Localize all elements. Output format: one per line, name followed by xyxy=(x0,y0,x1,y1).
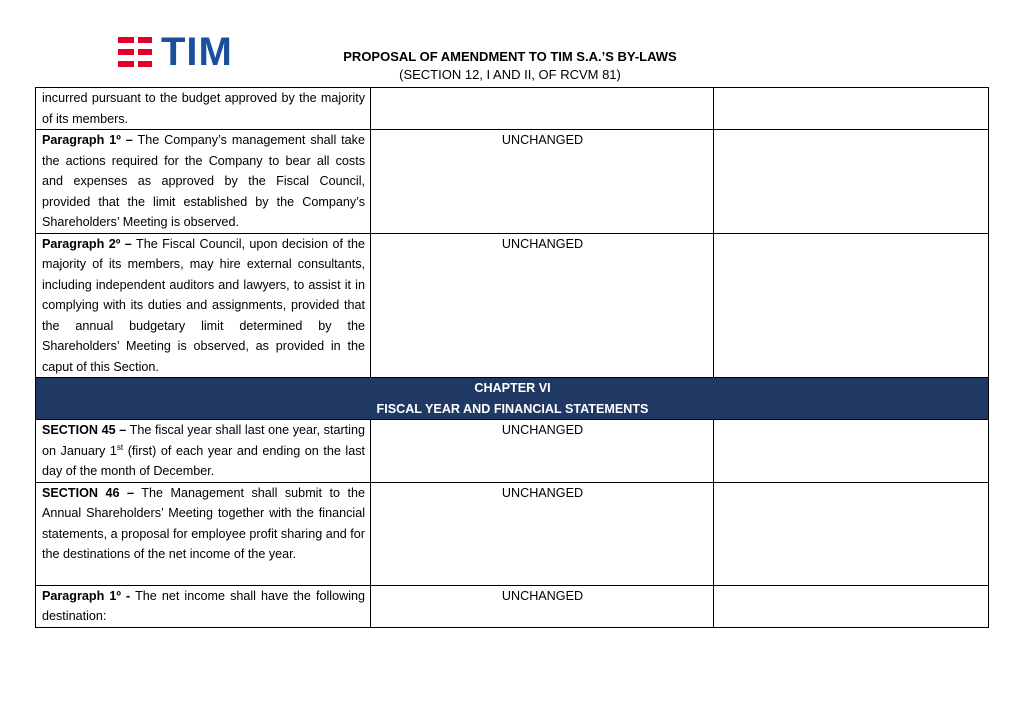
proposed-text-cell: UNCHANGED xyxy=(371,482,714,585)
proposed-text-cell: UNCHANGED xyxy=(371,233,714,378)
table-row xyxy=(36,233,989,378)
tim-logo-text: TIM xyxy=(161,30,233,74)
table-row xyxy=(36,585,989,627)
amendment-table xyxy=(35,87,989,628)
document-title: PROPOSAL OF AMENDMENT TO TIM S.A.’S BY-LAWS xyxy=(343,49,677,64)
document-header xyxy=(290,48,730,84)
section-label: SECTION 45 – xyxy=(42,423,127,437)
chapter-header xyxy=(36,378,989,420)
chapter-title: CHAPTER VI xyxy=(474,381,551,395)
current-text-cell: Paragraph 1º – The Company’s management shall take the actions required for the Company to bear all costs and expenses as approved by the Fiscal Council, provided that the limit established by the Company’s Shareholders’ Meeting is observed. xyxy=(36,130,371,234)
proposed-text-cell: UNCHANGED xyxy=(371,420,714,483)
justification-cell xyxy=(714,585,989,627)
paragraph-label: Paragraph 2º – xyxy=(42,236,132,251)
current-text-cell: SECTION 46 – The Management shall submit to the Annual Shareholders’ Meeting together with the financial statements, a proposal for employee profit sharing and for the destinations of the net income of the year. xyxy=(36,482,371,585)
tim-logo xyxy=(118,30,233,74)
table-row xyxy=(36,482,989,585)
chapter-header-row xyxy=(36,378,989,420)
table-row xyxy=(36,420,989,483)
proposed-text-cell xyxy=(371,88,714,130)
current-text-cell: SECTION 45 – The fiscal year shall last one year, starting on January 1st (first) of each year and ending on the last day of the month of December. xyxy=(36,420,371,483)
paragraph-label: Paragraph 1º – xyxy=(42,133,133,147)
justification-cell xyxy=(714,420,989,483)
table-row xyxy=(36,130,989,234)
justification-cell xyxy=(714,130,989,234)
current-text-cell: Paragraph 2º – The Fiscal Council, upon decision of the majority of its members, may hire external consultants, including independent auditors and lawyers, to assist it in complying with its duties and assignments, provided that the annual budgetary limit determined by the Shareholders’ Meeting is observed, as provided in the caput of this Section. xyxy=(36,233,371,378)
justification-cell xyxy=(714,233,989,378)
paragraph-label: Paragraph 1º - xyxy=(42,588,131,603)
proposed-text-cell: UNCHANGED xyxy=(371,130,714,234)
chapter-subtitle: FISCAL YEAR AND FINANCIAL STATEMENTS xyxy=(376,401,649,416)
tim-logo-mark-icon xyxy=(118,37,152,67)
current-text-cell: Paragraph 1º - The net income shall have the following destination: xyxy=(36,585,371,627)
table-row xyxy=(36,88,989,130)
document-subtitle: (SECTION 12, I AND II, OF RCVM 81) xyxy=(399,67,621,82)
proposed-text-cell: UNCHANGED xyxy=(371,585,714,627)
justification-cell xyxy=(714,482,989,585)
justification-cell xyxy=(714,88,989,130)
current-text-cell: incurred pursuant to the budget approved by the majority of its members. xyxy=(36,88,371,130)
section-label: SECTION 46 – xyxy=(42,485,134,500)
